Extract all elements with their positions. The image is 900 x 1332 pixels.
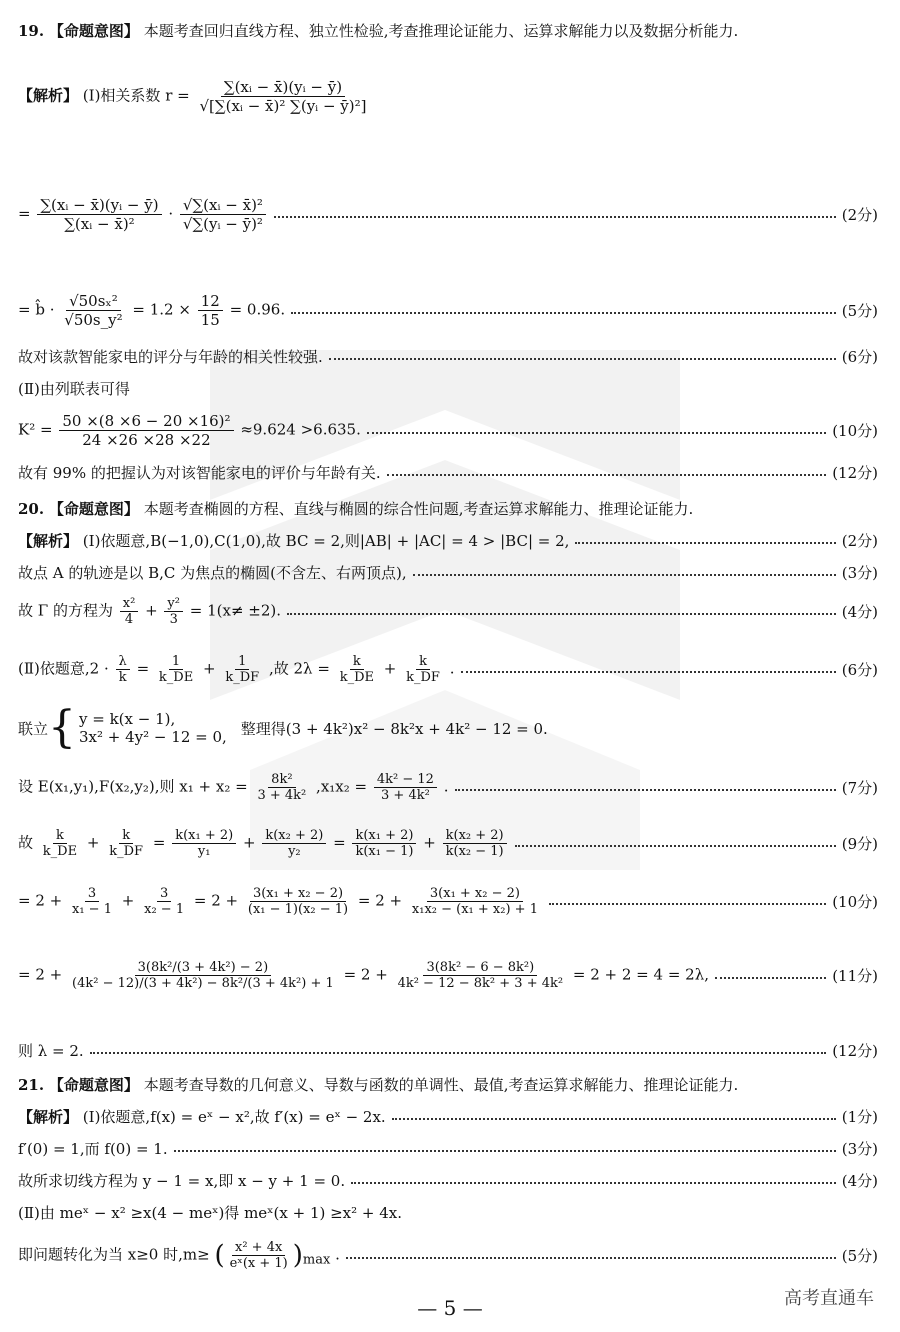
frac-den: k_DE [42,844,78,859]
q19-header [18,20,878,41]
q20-l6-b: ,x₁x₂ = [316,777,368,796]
frac-num: 3 [157,886,171,902]
q21-l3-text: 故所求切线方程为 y − 1 = x,即 x − y + 1 = 0. [18,1172,346,1190]
q20-l5-b: 整理得(3 + 4k²)x² − 8k²x + 4k² − 12 = 0. [240,719,548,738]
q19-intent-tag: 【命题意图】 [48,22,139,40]
brand-logo: 高考直通车 [784,1288,874,1309]
frac [409,886,541,917]
period: . [449,659,455,678]
q21-number: 21. [18,1076,45,1094]
frac-den: x₁x₂ − (x₁ + x₂) + 1 [411,902,538,917]
leader-dots [575,542,835,544]
q19-line-eq2: = $\frac{\text{∑(xᵢ − x̄)(yᵢ − ȳ)}}{\text{∑(xᵢ − x̄)²}}$ · $\frac{\text{√∑(xᵢ − x̄)²}}{\text{√∑(yᵢ − ȳ)²}}$ (2分) [18,196,878,233]
q19-score-2: (2分) [841,206,878,224]
q21-line-4 [18,1202,878,1223]
q19-eq3-num: √50sₓ² [66,292,121,311]
system-row-1: y = k(x − 1), [79,710,176,728]
q20-l4-b: ,故 2λ = [268,659,330,678]
plus-sign: + [242,833,256,852]
frac-den: y₁ [197,844,211,859]
frac [352,828,416,859]
q19-k2-den: 24 ×26 ×28 ×22 [82,431,211,449]
max-subscript: max [302,1252,331,1268]
q19-line-k2 [18,412,878,449]
frac-den: 3 + 4k² [257,788,307,803]
left-paren: ( [214,1240,225,1271]
q20-line-3 [18,596,878,627]
frac-num: k(x₂ + 2) [262,828,326,844]
q20-l3-a: 故 Γ 的方程为 [18,601,113,620]
q20-header [18,498,878,519]
q19-score-10: (10分) [832,422,878,440]
q19-eq3-a: = b̂ · [18,300,55,319]
frac-den: k_DE [339,670,374,685]
frac-num: x² [120,596,139,612]
q21-intent-tag: 【命题意图】 [48,1076,139,1094]
leader-dots [174,1150,836,1152]
frac-num: 4k² − 12 [374,772,437,788]
q20-l1-text: (Ⅰ)依题意,B(−1,0),C(1,0),故 BC = 2,则|AB| + |AC| = 4 > |BC| = 2, [82,532,570,550]
plus-sign: + [86,833,100,852]
leader-dots [90,1052,827,1054]
frac [141,886,187,917]
q20-l6-frac2 [374,772,437,803]
q20-l6-frac1 [254,772,309,803]
frac-num: k(x₁ + 2) [352,828,416,844]
leader-dots [291,312,836,314]
frac-den: (x₁ − 1)(x₂ − 1) [247,902,349,917]
leader-dots [274,216,836,218]
q21-intent-text: 本题考查导数的几何意义、导数与函数的单调性、最值,考查运算求解能力、推理论证能力. [143,1076,739,1094]
q20-l4-frac4 [337,654,377,685]
frac-num: 3 [85,886,99,902]
frac-num: k(x₁ + 2) [172,828,236,844]
q21-l4-text: (Ⅱ)由 meˣ − x² ≥x(4 − meˣ)得 meˣ(x + 1) ≥x² + 4x. [18,1204,403,1222]
q20-l3-frac1 [120,596,139,627]
frac-num: 8k² [268,772,295,788]
q19-eq3-b: = 1.2 × [132,300,191,319]
q19-r-denominator: √[∑(xᵢ − x̄)² ∑(yᵢ − ȳ)²] [199,97,367,115]
q20-score-3: (3分) [841,564,878,582]
q19-eq3-fden: 15 [200,311,220,329]
q19-number: 19. [18,22,45,40]
q19-r-numerator: ∑(xᵢ − x̄)(yᵢ − ȳ) [221,78,345,97]
q19-eq3-fnum: 12 [198,292,223,311]
q21-score-4: (4分) [841,1172,878,1190]
q20-l8-a: = 2 + [18,891,63,910]
frac-den: k_DF [109,844,144,859]
frac-num: k [53,828,67,844]
period: . [443,777,449,796]
q20-l4-frac2 [156,654,196,685]
q20-l4-frac1 [116,654,130,685]
q20-l4-frac5 [403,654,443,685]
leader-dots [515,845,836,847]
period: . [335,1245,340,1264]
q20-score-7: (7分) [841,779,878,797]
q19-eq2-right-den: √∑(yᵢ − ȳ)² [182,215,263,233]
frac [40,828,80,859]
q20-l9-b: = 2 + [343,965,388,984]
leader-dots [329,358,836,360]
q20-l9-c: = 2 + 2 = 4 = 2λ, [572,965,709,984]
frac-den: 4k² − 12 − 8k² + 3 + 4k² [397,976,564,991]
system-row-2: 3x² + 4y² − 12 = 0, [79,728,227,746]
q20-line-8 [18,886,878,917]
q19-score-6: (6分) [841,348,878,366]
q21-l5-a: 即问题转化为当 x≥0 时,m≥ [18,1245,210,1264]
q19-eq3-c: = 0.96. [229,300,286,319]
q21-score-1: (1分) [841,1108,878,1126]
q21-header [18,1074,878,1095]
q19-line-r-definition [18,78,878,115]
q21-analysis-tag: 【解析】 [18,1108,79,1126]
q19-k2-b: ≈9.624 >6.635. [240,420,361,439]
q20-score-9: (9分) [841,835,878,853]
frac [262,828,326,859]
q20-score-11: (11分) [832,967,878,985]
leader-dots [392,1118,836,1120]
q19-part1-label: (Ⅰ)相关系数 r = [82,86,190,105]
frac-den: (4k² − 12)/(3 + 4k²) − 8k²/(3 + 4k²) + 1 [72,976,334,991]
q21-score-5: (5分) [841,1247,878,1265]
q20-analysis-tag: 【解析】 [18,532,79,550]
q19-eq3-fraction [61,292,125,329]
frac-num: λ [116,654,130,670]
q19-line-strong [18,346,878,367]
frac-num: 3(x₁ + x₂ − 2) [427,886,523,902]
leader-dots [461,671,836,673]
frac [395,960,567,991]
q20-line-4 [18,654,878,685]
frac-num: 3(x₁ + x₂ − 2) [250,886,346,902]
frac-den: k_DF [225,670,260,685]
q19-score-12: (12分) [832,464,878,482]
leader-dots [715,977,826,979]
leader-dots [287,613,836,615]
q20-l6-a: 设 E(x₁,y₁),F(x₂,y₂),则 x₁ + x₂ = [18,777,248,796]
q19-eq3-den: √50s_y² [64,311,123,329]
plus-sign: + [423,833,436,852]
q20-score-6: (6分) [841,661,878,679]
q21-line-1 [18,1106,878,1127]
q20-line-7 [18,828,878,859]
frac-den: eˣ(x + 1) [229,1256,288,1271]
q19-conclusion: 故有 99% 的把握认为对该智能家电的评价与年龄有关. [18,464,381,482]
q20-line-6 [18,772,878,803]
frac-num: k [350,654,364,670]
q19-eq2-right-num: √∑(xᵢ − x̄)² [180,196,266,215]
q19-eq2-right-fraction [180,196,266,233]
q19-intent-text: 本题考查回归直线方程、独立性检验,考查推理论证能力、运算求解能力以及数据分析能力. [143,22,739,40]
q20-line-10 [18,1040,878,1061]
page-number: — 5 — [417,1296,483,1320]
leader-dots [549,903,826,905]
right-paren: ) [292,1240,303,1271]
frac-num: 1 [235,654,249,670]
q19-eq3-12-15 [198,292,223,329]
frac-num: 3(8k² − 6 − 8k²) [423,960,537,976]
q20-l5-a: 联立 [18,719,49,738]
leader-dots [413,574,836,576]
system-brace: { [48,702,77,753]
frac-num: y² [164,596,183,612]
equals-sign: = [152,833,166,852]
q20-number: 20. [18,500,45,518]
frac [106,828,146,859]
frac-den: y₂ [288,844,301,859]
q21-line-3 [18,1170,878,1191]
frac [443,828,507,859]
q19-k2-fraction [59,412,233,449]
frac-num: k(x₂ + 2) [443,828,507,844]
frac-den: x₂ − 1 [144,902,185,917]
plus-sign: + [121,891,135,910]
equals-sign: = [136,659,150,678]
q19-eq2-left-num: ∑(xᵢ − x̄)(yᵢ − ȳ) [37,196,161,215]
q20-l2-text: 故点 A 的轨迹是以 B,C 为焦点的椭圆(不含左、右两顶点), [18,564,407,582]
q21-line-2 [18,1138,878,1159]
frac-den: k_DF [406,670,440,685]
q19-eq2-left-fraction [37,196,161,233]
frac [172,828,236,859]
frac-den: k_DE [158,670,194,685]
plus-sign: + [383,659,397,678]
q20-l3-frac2 [164,596,183,627]
q19-eq2-left-den: ∑(xᵢ − x̄)² [64,215,135,233]
q19-r-fraction [196,78,369,115]
frac [69,960,337,991]
frac-num: 1 [169,654,183,670]
q20-score-12: (12分) [832,1042,878,1060]
leader-dots [367,432,826,434]
q20-l9-a: = 2 + [18,965,63,984]
q19-line-eq3 [18,292,878,329]
plus-sign: + [203,659,216,678]
frac-num: x² + 4x [232,1240,285,1256]
leader-dots [351,1182,836,1184]
q20-l8-c: = 2 + [357,891,403,910]
frac-den: x₁ − 1 [72,902,112,917]
leader-dots [346,1257,836,1259]
q21-l1-text: (Ⅰ)依题意,f(x) = eˣ − x²,故 f′(x) = eˣ − 2x. [82,1108,386,1126]
q20-l7-a: 故 [18,833,34,852]
q20-system [79,710,227,746]
equals-sign: = [333,833,346,852]
q20-score-2: (2分) [841,532,878,550]
q19-part2-label: (Ⅱ)由列联表可得 [18,380,130,398]
q20-intent-tag: 【命题意图】 [48,500,139,518]
leader-dots [387,474,827,476]
frac-den: k(x₂ − 1) [445,844,504,859]
q20-score-4: (4分) [841,603,878,621]
frac-den: k [118,670,127,685]
q20-line-2 [18,562,878,583]
frac-num: 3(8k²/(3 + 4k²) − 2) [135,960,272,976]
frac-den: 3 + 4k² [381,788,430,803]
q19-k2-a: K² = [18,420,53,439]
frac [69,886,115,917]
q20-intent-text: 本题考查椭圆的方程、直线与椭圆的综合性问题,考查运算求解能力、推理论证能力. [143,500,694,518]
q19-line-conclusion [18,462,878,483]
q20-score-10: (10分) [832,893,878,911]
leader-dots [455,789,836,791]
frac-den: k(x₁ − 1) [355,844,414,859]
q21-l2-text: f′(0) = 1,而 f(0) = 1. [18,1140,168,1158]
q19-score-5: (5分) [841,302,878,320]
q20-l3-b: = 1(x≠ ±2). [189,601,282,620]
frac-num: k [119,828,133,844]
q20-l4-frac3 [222,654,262,685]
frac-den: 3 [169,612,178,627]
frac [245,886,351,917]
frac-den: 4 [124,612,134,627]
q21-score-3: (3分) [841,1140,878,1158]
q19-k2-num: 50 ×(8 ×6 − 20 ×16)² [59,412,233,431]
q20-l8-b: = 2 + [193,891,239,910]
q21-l5-frac [227,1240,291,1271]
q19-line-part2 [18,378,878,399]
frac-num: k [416,654,430,670]
q20-lambda-result: 则 λ = 2. [18,1042,84,1060]
q21-line-5 [18,1240,878,1271]
q20-line-1 [18,530,878,551]
q19-analysis-tag: 【解析】 [18,86,79,105]
plus-sign: + [145,601,158,620]
q19-correlation-conclusion: 故对该款智能家电的评分与年龄的相关性较强. [18,348,323,366]
q20-line-5 [18,702,878,753]
q20-l4-a: (Ⅱ)依题意,2 · [18,659,109,678]
q20-line-9 [18,960,878,991]
